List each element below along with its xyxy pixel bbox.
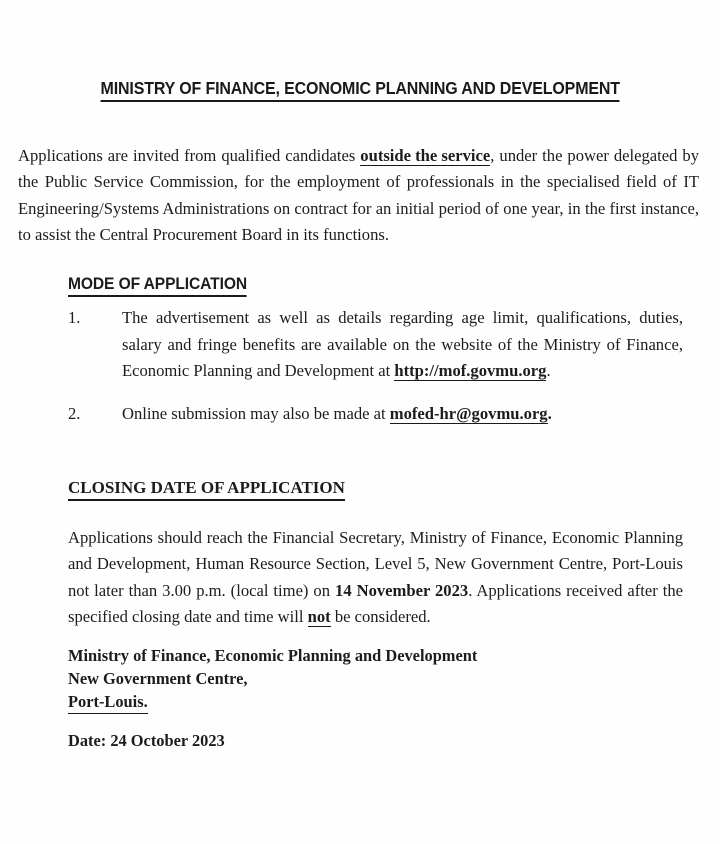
intro-paragraph [18,143,699,249]
mode-of-application-heading-text: MODE OF APPLICATION [68,275,247,297]
intro-emphasis-outside-the-service: outside the service [360,145,491,165]
closing-date-heading-text: CLOSING DATE OF APPLICATION [68,478,345,501]
closing-date-heading [68,478,345,501]
list-item-text-part2: . [546,361,551,380]
website-link[interactable]: http://mof.govmu.org [394,361,547,380]
email-link[interactable]: mofed-hr@govmu.org [389,403,548,423]
signature-address: New Government Centre, [68,669,248,688]
deadline-date: 14 November 2023 [335,580,469,600]
closing-text-part1: Applications should reach the Financial Secretary, Ministry of Finance, Economic Planning and Development, Human Resource Section, Level 5, New Government Centre, Port-Louis not later than 3.00 p.m. (local time) on [68,527,683,600]
list-item [68,401,683,428]
list-item-marker: 1. [68,308,81,327]
closing-emphasis-not: not [307,607,331,627]
page-title-text: MINISTRY OF FINANCE, ECONOMIC PLANNING AND DEVELOPMENT [100,78,619,102]
signature-ministry: Ministry of Finance, Economic Planning and Development [68,646,478,665]
intro-text-part2: , under the power delegated by the Public Service Commission, for the employment of professionals in the specialised field of IT Engineering/Systems Administrations on contract for an initial period of one year, in the first instance, to assist the Central Procurement Board in its functions. [18,145,700,245]
closing-text-part2: . Applications received after the specified closing date and time will [68,580,683,627]
document-date: Date: 24 October 2023 [68,731,225,750]
list-item-text-part1: The advertisement as well as details regarding age limit, qualifications, duties, salary and fringe benefits are available on the website of the Ministry of Finance, Economic Planning and Development at [122,308,683,380]
list-item-text-part1: Online submission may also be made at [122,403,390,423]
mode-of-application-heading [68,275,256,297]
signature-city-text: Port-Louis. [68,690,148,714]
closing-paragraph [68,525,683,631]
list-item-text-part2: . [547,403,552,423]
page-title [0,78,720,102]
intro-text-part1: Applications are invited from qualified candidates [18,145,361,165]
closing-text-part3: be considered. [330,607,431,627]
list-item [68,305,683,385]
signature-city [68,690,477,714]
mode-of-application-list [68,305,683,443]
signature-block [68,644,477,714]
list-item-marker: 2. [68,403,81,423]
